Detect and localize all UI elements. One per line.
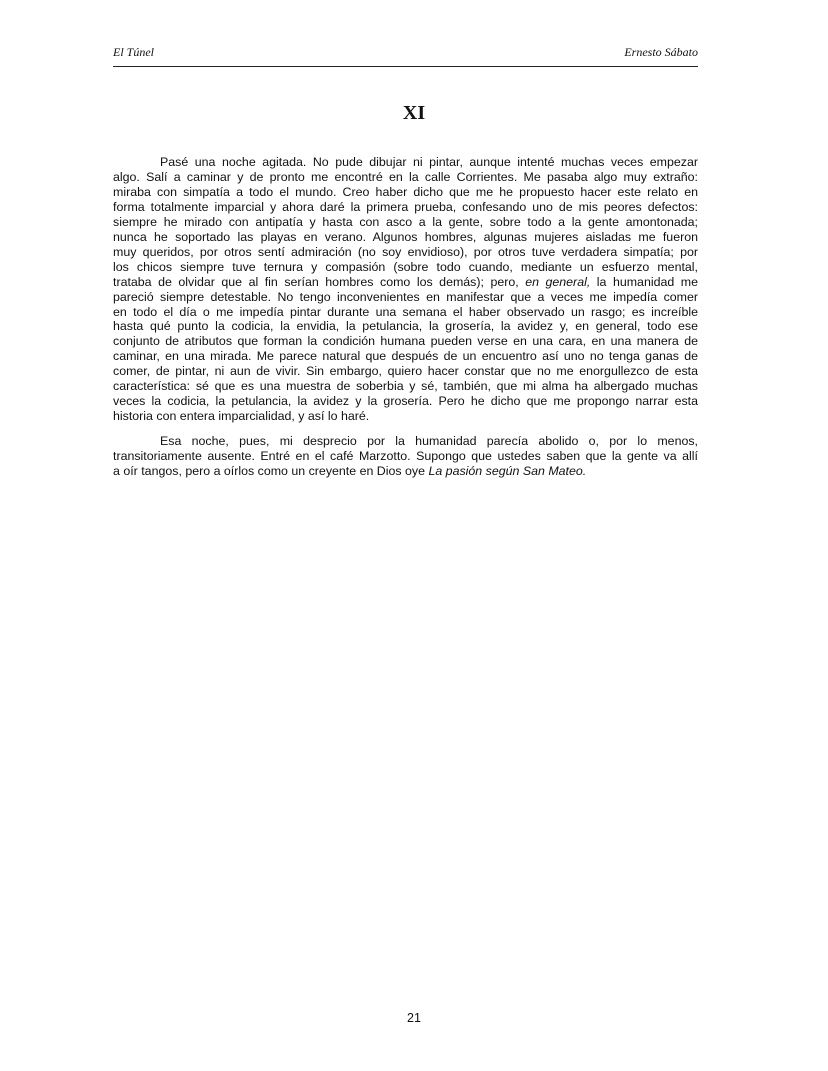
text-segment: a oír tangos, pero a oírlos como un creyente en Dios oye — [113, 464, 429, 479]
text-line — [113, 185, 698, 200]
text-segment: siempre he mirado con antipatía y hasta con asco a la gente, sobre todo a la gente amontonada; — [113, 214, 698, 229]
text-line — [113, 409, 698, 424]
text-line — [113, 170, 698, 185]
text-line — [113, 364, 698, 379]
text-line — [113, 290, 698, 305]
text-segment: forma totalmente imparcial y ahora daré la primera prueba, confesando uno de mis peores defectos: — [113, 199, 698, 214]
running-header-title: El Túnel — [113, 45, 154, 59]
italic-text: La pasión según San Mateo. — [428, 464, 587, 479]
text-line — [113, 200, 698, 215]
text-line — [113, 434, 698, 449]
text-line — [113, 260, 698, 275]
text-line — [113, 230, 698, 245]
text-segment: historia con entera imparcialidad, y así lo haré. — [113, 409, 370, 424]
text-segment: muy queridos, por otros sentí admiración (no soy envidioso), por otros tuve verdadera simpatía; por — [113, 244, 698, 259]
text-line — [113, 245, 698, 260]
page-number: 21 — [407, 1011, 421, 1025]
text-segment: transitoriamente ausente. Entré en el café Marzotto. Supongo que ustedes saben que la gente va allí — [113, 449, 698, 464]
text-segment: los chicos siempre tuve ternura y compasión (sobre todo cuando, mediante un esfuerzo mental, — [113, 259, 698, 274]
running-header-author: Ernesto Sábato — [624, 45, 698, 59]
text-segment: comer, de pintar, ni aun de vivir. Sin embargo, quiero hacer constar que no me enorgullezco de esta — [113, 364, 698, 379]
text-segment: nunca he soportado las playas en verano. Algunos hombres, algunas mujeres aisladas me fueron — [113, 229, 698, 244]
text-segment: característica: sé que es una muestra de soberbia y sé, también, que mi alma ha albergado muchas — [113, 379, 698, 394]
text-segment: trataba de olvidar que al fin serían hombres como los demás); pero, — [113, 274, 526, 289]
italic-text: en general, — [525, 274, 591, 289]
text-segment: Pasé una noche agitada. No pude dibujar ni pintar, aunque intenté muchas veces empezar — [160, 155, 698, 169]
text-line — [113, 379, 698, 394]
text-segment: hasta qué punto la codicia, la envidia, la petulancia, la grosería, la avidez y, en general, todo ese — [113, 319, 698, 334]
chapter-title: XI — [402, 102, 426, 124]
text-line — [113, 305, 698, 320]
text-line — [113, 464, 698, 479]
text-line — [113, 449, 698, 464]
chapter-body — [113, 155, 698, 489]
text-segment: miraba con simpatía a todo el mundo. Creo haber dicho que me he propuesto hacer este relato en — [113, 184, 698, 199]
paragraph — [113, 434, 698, 479]
text-line — [113, 349, 698, 364]
paragraph — [113, 155, 698, 424]
text-segment: algo. Salí a caminar y de pronto me encontré en la calle Corrientes. Me pasaba algo muy extraño: — [113, 169, 698, 184]
text-segment: conjunto de atributos que forman la condición humana pueden verse en una cara, en una manera de — [113, 334, 698, 349]
text-line — [113, 319, 698, 334]
text-line — [113, 215, 698, 230]
text-line — [113, 394, 698, 409]
text-line — [113, 155, 698, 170]
text-segment: en todo el día o me impedía pintar durante una semana el haber observado un rasgo; es increíble — [113, 304, 698, 319]
text-segment: pareció siempre detestable. No tengo inconvenientes en manifestar que a veces me impedía comer — [113, 289, 698, 304]
header-rule — [113, 66, 698, 67]
text-segment: Esa noche, pues, mi desprecio por la humanidad parecía abolido o, por lo menos, — [160, 434, 698, 449]
text-segment: caminar, en una mirada. Me parece natural que después de un encuentro así uno no tenga ganas de — [113, 349, 698, 364]
text-line — [113, 334, 698, 349]
text-line — [113, 275, 698, 290]
text-segment: veces la codicia, la petulancia, la avidez y la grosería. Pero he dicho que me propongo narrar esta — [113, 394, 698, 409]
text-segment: la humanidad me — [590, 274, 698, 289]
